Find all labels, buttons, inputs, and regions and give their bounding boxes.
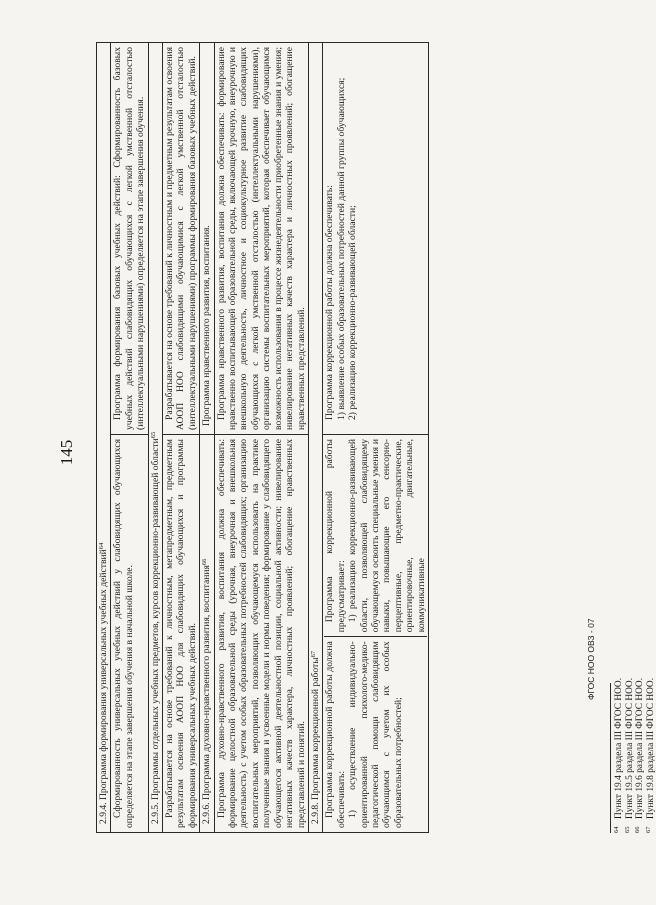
footnote-67: 67Пункт 19.8 раздела III ФГОС НОО.	[644, 677, 656, 833]
section-row-2-9-8	[323, 42, 429, 832]
right-cell-text: Программа нравственного развития, воспитания должна обеспечивать: формирование нравственно воспитывающей образовательной среды, включающей урочную, внеурочную и внешкольную деятельность, личностное и социокультурное развитие слабовидящих обучающихся с легкой умственной отсталостью (интеллектуальными нарушениями), организацию системы воспитательных мероприятий, которая обеспечивает обучающимся возможность использования в процессе жизнедеятельности приобретенные знания и умения; нивелирование негативных качеств характера и личностных проявлений; обогащение нравственных представлений.	[215, 46, 307, 430]
footnote-65: 65Пункт 19.5 раздела III ФГОС НОО.	[623, 677, 635, 833]
footnote-ref: 65	[149, 431, 157, 439]
section-row-2-9-5	[163, 42, 200, 832]
section-title: Программа коррекционной работы	[309, 657, 321, 800]
left-list-item: 1) осуществление индивидуально-ориентированной психолого-медико-педагогической помощи слабовидящим обучающимся с учетом их особых образовательных потребностей;	[347, 641, 404, 828]
doc-code: ФГОС НОО ОВЗ - 07	[586, 618, 596, 700]
right-cell-text: Разрабатывается на основе требований к личностным и предметным результатам освоения АООП НОО слабовидящими обучающимися с легкой умственной отсталостью (интеллектуальными нарушениями) программы формирования базовых учебных действий.	[164, 46, 198, 430]
section-title: Программа формирования универсальных учебных действий	[98, 549, 109, 800]
left-intro: Программа коррекционной работы должна обеспечивать:	[324, 641, 347, 828]
middle-list-item: 1) реализацию коррекционно-развивающей области, позволяющей слабовидящему обучающемуся освоить специальные умения и навыки, повышающие его сенсорно-перцептивные, предметно-практические, ориентировочные, двигательные, коммуникативные	[347, 439, 427, 633]
right-list-item: 2) реализацию коррекционно-развивающей области;	[347, 205, 359, 420]
middle-intro: Программа коррекционной работы предусматривает:	[324, 439, 347, 633]
footnote-ref: 64	[98, 542, 105, 550]
section-header-2-9-8	[308, 42, 322, 832]
section-title: Программа духовно-нравственного развития, воспитания	[201, 565, 213, 800]
footnotes	[610, 333, 656, 833]
section-header-2-9-5	[148, 42, 162, 832]
section-number: 2.9.4.	[98, 802, 109, 824]
left-cell-text: Сформированность универсальных учебных действий у слабовидящих обучающихся определяется на этапе завершения обучения в начальной школе.	[112, 439, 135, 828]
section-row-2-9-6	[214, 42, 308, 832]
section-number: 2.9.6.	[201, 802, 213, 824]
right-list-item: 1) выявление особых образовательных потребностей данной группы обучающихся;	[335, 77, 347, 420]
section-number: 2.9.5.	[149, 802, 161, 824]
footnote-ref: 67	[309, 650, 317, 658]
footnote-rule	[610, 683, 611, 833]
section-header-2-9-4	[97, 42, 111, 832]
standards-table	[96, 42, 429, 833]
left-cell-text: Разрабатывается на основе требований к личностным, метапредметным, предметным результатам освоения АООП НОО для слабовидящих обучающихся и программы формирования универсальных учебных действий.	[164, 439, 198, 828]
footnote-ref: 66	[201, 558, 209, 566]
right-section-title: Программа нравственного развития, воспитания.	[201, 225, 213, 426]
footnote-66: 66Пункт 19.6 раздела III ФГОС НОО.	[634, 677, 645, 833]
section-number: 2.9.8.	[309, 802, 321, 824]
right-cell-text: Программа формирования базовых учебных действий: Сформированность базовых учебных действий слабовидящих обучающихся с легкой умственной отсталостью (интеллектуальными нарушениями) определяется на этапе завершения обучения.	[112, 46, 147, 430]
section-row-2-9-4	[111, 42, 148, 832]
section-header-2-9-6	[200, 42, 214, 832]
section-title: Программы отдельных учебных предметов, курсов коррекционно-развивающей области	[149, 438, 161, 800]
page-number: 145	[57, 439, 76, 466]
split-cell	[324, 439, 427, 828]
footnote-64: 64Пункт 19.4 раздела III ФГОС НОО.	[613, 677, 624, 833]
right-intro: Программа коррекционной работы должна обеспечивать:	[324, 185, 336, 420]
left-cell-text: Программа духовно-нравственного развития, воспитания должна обеспечивать: формирование целостной образовательной среды (урочная, внеурочная и внешкольная деятельность) с учетом особых образовательных потребностей слабовидящих; организацию воспитательных мероприятий, позволяющих обучающемуся использовать на практике полученные знания и усвоенные модели и нормы поведения; формирование у слабовидящего обучающегося активной деятельностной позиции, социальной активности; нивелирование негативных качеств характера, личностных проявлений; обогащение нравственных представлений и понятий.	[215, 439, 307, 828]
